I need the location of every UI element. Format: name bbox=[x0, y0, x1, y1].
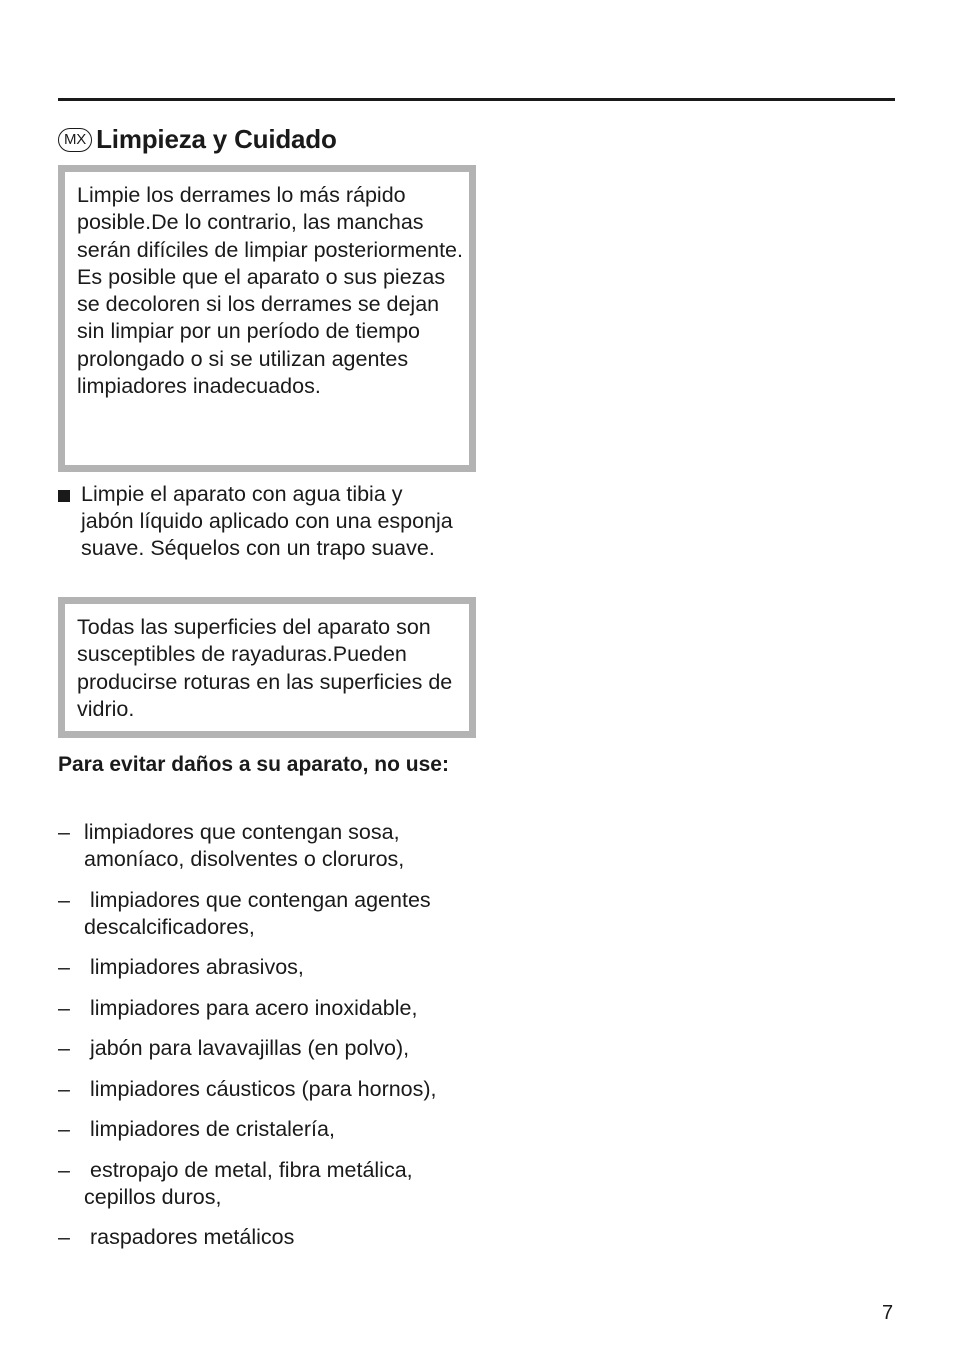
page-title: Limpieza y Cuidado bbox=[96, 124, 337, 154]
instruction-text: Limpie el aparato con agua tibia y jabón líquido aplicado con una esponja suave. Séquelos con un trapo suave. bbox=[81, 482, 453, 560]
dash-marker: – bbox=[58, 955, 70, 979]
instruction-item bbox=[58, 481, 458, 562]
list-item bbox=[58, 819, 468, 873]
list-item bbox=[58, 954, 468, 981]
list-item-text: limpiadores para acero inoxidable, bbox=[84, 995, 418, 1020]
notice-box-spills bbox=[58, 165, 476, 472]
dash-marker: – bbox=[58, 1117, 70, 1141]
list-item bbox=[58, 1116, 468, 1143]
list-item-text: raspadores metálicos bbox=[84, 1225, 295, 1249]
section-title bbox=[58, 124, 337, 155]
square-bullet-icon bbox=[58, 490, 70, 502]
list-item bbox=[58, 995, 468, 1022]
list-item bbox=[58, 1157, 468, 1211]
list-item bbox=[58, 1035, 468, 1062]
country-badge: MX bbox=[58, 128, 92, 152]
list-item-text: jabón para lavavajillas (en polvo), bbox=[84, 1036, 410, 1060]
list-item-text: limpiadores abrasivos, bbox=[84, 955, 304, 979]
list-item-text: limpiadores que contengan sosa, amoníaco, disolventes o cloruros, bbox=[84, 820, 405, 871]
list-item-text: limpiadores cáusticos (para hornos), bbox=[84, 1076, 437, 1101]
dash-marker: – bbox=[58, 1036, 70, 1060]
dash-marker: – bbox=[58, 1076, 70, 1101]
top-rule bbox=[58, 98, 895, 101]
notice-box-scratches bbox=[58, 597, 476, 738]
prohibited-cleaners-list bbox=[58, 819, 468, 1265]
notice-paragraph-1: Limpie los derrames lo más rápido posible.De lo contrario, las manchas serán difíciles de limpiar posteriormente. bbox=[77, 183, 463, 262]
dash-marker: – bbox=[58, 820, 70, 844]
notice-paragraph-2: Es posible que el aparato o sus piezas se decoloren si los derrames se dejan sin limpiar por un período de tiempo prolongado o si se utilizan agentes limpiadores inadecuados. bbox=[77, 264, 446, 399]
page-number: 7 bbox=[882, 1302, 894, 1324]
list-item bbox=[58, 1076, 468, 1103]
list-item-text: estropajo de metal, fibra metálica, cepillos duros, bbox=[84, 1157, 419, 1209]
dash-marker: – bbox=[58, 887, 70, 912]
dash-marker: – bbox=[58, 1225, 70, 1249]
dash-marker: – bbox=[58, 1157, 70, 1182]
list-item bbox=[58, 887, 468, 941]
warning-heading: Para evitar daños a su aparato, no use: bbox=[58, 753, 449, 776]
list-item bbox=[58, 1224, 468, 1251]
dash-marker: – bbox=[58, 995, 70, 1020]
list-item-text: limpiadores que contengan agentes descalcificadores, bbox=[84, 887, 437, 939]
list-item-text: limpiadores de cristalería, bbox=[84, 1117, 335, 1141]
notice-text: Todas las superficies del aparato son susceptibles de rayaduras.Pueden producirse roturas en las superficies de vidrio. bbox=[77, 615, 453, 721]
